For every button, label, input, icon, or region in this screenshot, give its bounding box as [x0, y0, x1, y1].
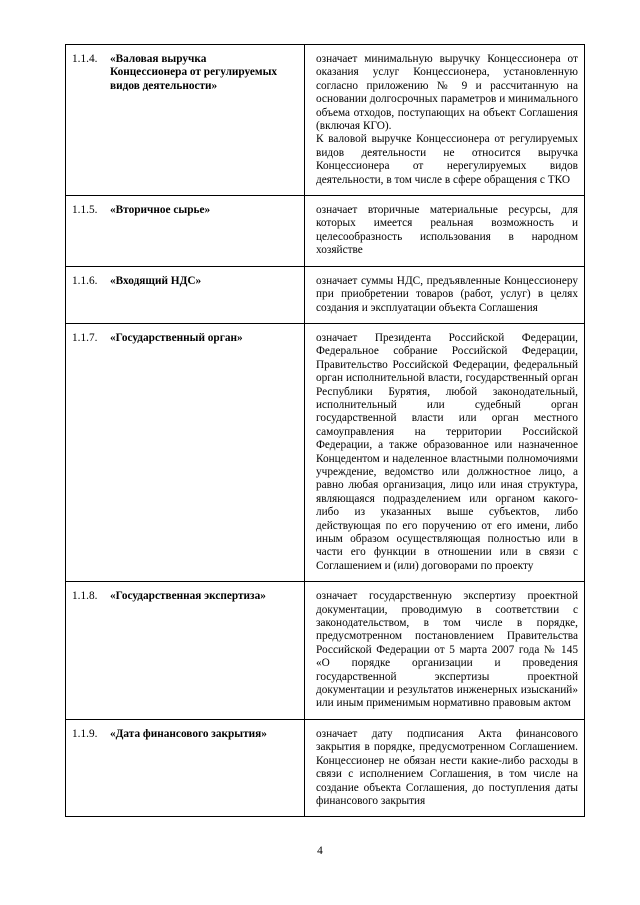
term-cell: [66, 582, 305, 720]
clause-number: 1.1.5.: [72, 204, 98, 217]
definition-text: означает минимальную выручку Концессионера от оказания услуг Концессионера, установленную согласно приложению № 9 и рассчитанную на основании долгосрочных параметров и минимального объема отходов, поступающих на объект Соглашения (включая КГО).: [316, 53, 579, 133]
definition-cell: [305, 45, 585, 196]
term-cell: [66, 266, 305, 323]
definition-row: [66, 323, 585, 581]
definition-text: К валовой выручке Концессионера от регулируемых видов деятельности не относится выручка Концессионера от нерегулируемых видов деятельности, в том числе в сфере обращения с ТКО: [316, 133, 578, 186]
definition-text: означает суммы НДС, предъявленные Концессионеру при приобретении товаров (работ, услуг) в целях создания и эксплуатации объекта Соглашения: [316, 274, 578, 314]
clause-number: 1.1.9.: [72, 727, 98, 740]
clause-number: 1.1.4.: [72, 53, 98, 65]
definition-text: означает государственную экспертизу проектной документации, проводимую в соответствии с законодательством, в том числе в порядке, предусмотренном постановлением Правительства Российской Федерации от 5 марта 2007 года № 145 «О порядке организации и проведения государственной экспертизы проектной документации и результатов инженерных изысканий» или иным применимым нормативно правовым актом: [316, 590, 578, 710]
definitions-table: [65, 44, 585, 817]
definition-text: означает дату подписания Акта финансового закрытия в порядке, предусмотренном Соглашением. Концессионер не обязан нести какие-либо расходы в связи с исполнением Соглашения, в том числе на создание объекта Соглашения, до поступления даты финансового закрытия: [316, 727, 578, 807]
page-number: 4: [317, 845, 323, 857]
term-name: «Государственная экспертиза»: [110, 590, 266, 603]
definitions-body: [66, 45, 585, 817]
term-name: «Вторичное сырье»: [110, 204, 211, 217]
term-cell: [66, 45, 305, 196]
term-cell: [66, 196, 305, 267]
clause-number: 1.1.6.: [72, 274, 98, 287]
definition-text: означает вторичные материальные ресурсы, для которых имеется реальная возможность и целесообразность использования в народном хозяйстве: [316, 204, 578, 257]
definition-row: [66, 719, 585, 816]
definition-text: означает Президента Российской Федерации, Федеральное собрание Российской Федерации, Правительство Российской Федерации, федеральный орган исполнительной власти, государственный орган Республики Бурятия, любой законодательный, исполнительный или судебный орган государственной власти или орган местного самоуправления на территории Российской Федерации, а также образованное или назначенное Концедентом и наделенное властными полномочиями учреждение, ведомство или должностное лицо, а равно любая организация, лицо или иная структура, являющаяся подразделением или органом какого-либо из указанных выше субъектов, либо действующая по его поручению от его имени, либо иным образом осуществляющая полностью или в части его функции в отношении или в связи с Соглашением и (или) договорами по проекту: [316, 331, 578, 572]
definition-row: [66, 266, 585, 323]
clause-number: 1.1.8.: [72, 590, 98, 603]
definition-cell: [305, 582, 585, 720]
clause-number: 1.1.7.: [72, 331, 98, 344]
definition-row: [66, 196, 585, 267]
definition-cell: [305, 266, 585, 323]
term-cell: [66, 323, 305, 581]
term-name: «Валовая выручка Концессионера от регулируемых видов деятельности»: [110, 53, 278, 92]
definition-row: [66, 45, 585, 196]
definition-cell: [305, 719, 585, 816]
term-name: «Дата финансового закрытия»: [110, 727, 267, 740]
definition-cell: [305, 323, 585, 581]
term-cell: [66, 719, 305, 816]
term-name: «Входящий НДС»: [110, 274, 202, 287]
definition-cell: [305, 196, 585, 267]
definition-row: [66, 582, 585, 720]
term-name: «Государственный орган»: [110, 331, 243, 344]
